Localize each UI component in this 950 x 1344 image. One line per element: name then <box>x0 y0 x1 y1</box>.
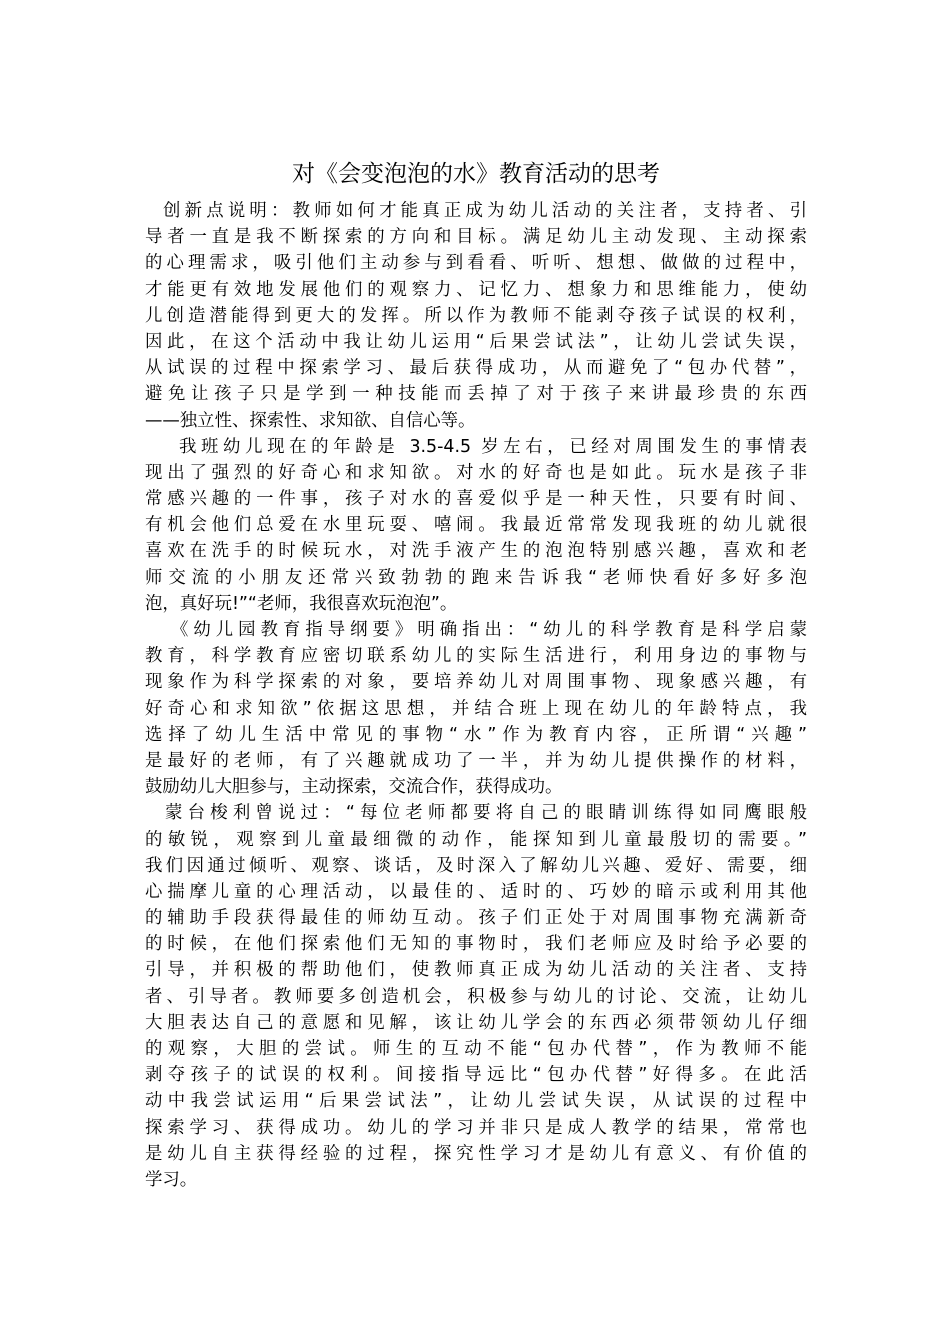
text-line: 避免让孩子只是学到一种技能而丢掉了对于孩子来讲最珍贵的东西 <box>145 384 807 405</box>
text-line: 导者一直是我不断探索的方向和目标。满足幼儿主动发现、主动探索 <box>145 227 807 248</box>
text-line: 喜欢在洗手的时候玩水，对洗手液产生的泡泡特别感兴趣，喜欢和老 <box>145 541 807 562</box>
text-line: 常感兴趣的一件事，孩子对水的喜爱似乎是一种天性，只要有时间、 <box>145 489 807 510</box>
text-line: 师交流的小朋友还常兴致勃勃的跑来告诉我“老师快看好多好多泡 <box>145 567 807 588</box>
text-line: 《幼儿园教育指导纲要》明确指出：“幼儿的科学教育是科学启蒙 <box>171 620 807 640</box>
text-line: 我班幼儿现在的年龄是 3.5-4.5 岁左右，已经对周围发生的事情表 <box>179 436 807 457</box>
text-line: 现出了强烈的好奇心和求知欲。对水的好奇也是如此。玩水是孩子非 <box>145 462 807 483</box>
text-line: 的时候，在他们探索他们无知的事物时，我们老师应及时给予必要的 <box>145 934 807 955</box>
paragraph-montessori <box>145 800 807 1193</box>
text-line: 因此，在这个活动中我让幼儿运用“后果尝试法”，让幼儿尝试失误， <box>145 331 807 352</box>
text-line: 大胆表达自己的意愿和见解，该让幼儿学会的东西必须带领幼儿仔细 <box>145 1012 807 1033</box>
paragraph-class-background <box>145 434 807 617</box>
text-line: ——独立性、探索性、求知欲、自信心等。 <box>145 410 476 431</box>
document-body <box>145 198 807 1193</box>
text-line: 我们因通过倾听、观察、谈话，及时深入了解幼儿兴趣、爱好、需要，细 <box>145 855 807 876</box>
text-line: 心揣摩儿童的心理活动，以最佳的、适时的、巧妙的暗示或利用其他 <box>145 881 807 902</box>
text-line: 者、引导者。教师要多创造机会，积极参与幼儿的讨论、交流，让幼儿 <box>145 986 807 1007</box>
text-line: 从试误的过程中探索学习、最后获得成功，从而避免了“包办代替”， <box>145 358 807 379</box>
text-line: 动中我尝试运用“后果尝试法”，让幼儿尝试失误，从试误的过程中 <box>145 1091 807 1112</box>
text-line: 儿创造潜能得到更大的发挥。所以作为教师不能剥夺孩子试误的权利， <box>145 305 807 326</box>
text-line: 是最好的老师，有了兴趣就成功了一半，并为幼儿提供操作的材料， <box>145 750 807 771</box>
paragraph-innovation-note <box>145 198 807 434</box>
text-line: 现象作为科学探索的对象，要培养幼儿对周围事物、现象感兴趣，有 <box>145 672 807 693</box>
text-line: 好奇心和求知欲”依据这思想，并结合班上现在幼儿的年龄特点，我 <box>145 698 807 719</box>
text-line: 泡，真好玩!”“老师，我很喜欢玩泡泡”。 <box>145 593 458 614</box>
text-line: 的心理需求，吸引他们主动参与到看看、听听、想想、做做的过程中， <box>145 253 807 274</box>
text-line: 创新点说明：教师如何才能真正成为幼儿活动的关注者，支持者、引 <box>163 201 807 221</box>
text-line: 剥夺孩子的试误的权利。间接指导远比“包办代替”好得多。在此活 <box>145 1065 807 1086</box>
text-line: 教育，科学教育应密切联系幼儿的实际生活进行，利用身边的事物与 <box>145 646 807 667</box>
text-line: 才能更有效地发展他们的观察力、记忆力、想象力和思维能力，使幼 <box>145 279 807 300</box>
text-line: 引导，并积极的帮助他们，使教师真正成为幼儿活动的关注者、支持 <box>145 960 807 981</box>
text-line: 鼓励幼儿大胆参与，主动探索，交流合作，获得成功。 <box>145 777 563 798</box>
text-line: 的辅助手段获得最佳的师幼互动。孩子们正处于对周围事物充满新奇 <box>145 908 807 929</box>
text-line: 选择了幼儿生活中常见的事物“水”作为教育内容，正所谓“兴趣” <box>145 724 807 745</box>
text-line: 探索学习、获得成功。幼儿的学习并非只是成人教学的结果，常常也 <box>145 1117 807 1138</box>
text-line: 学习。 <box>145 1169 198 1190</box>
text-line: 蒙台梭利曾说过：“每位老师都要将自己的眼睛训练得如同鹰眼般 <box>165 803 807 824</box>
text-line: 是幼儿自主获得经验的过程，探究性学习才是幼儿有意义、有价值的 <box>145 1143 807 1164</box>
text-line: 的观察，大胆的尝试。师生的互动不能“包办代替”，作为教师不能 <box>145 1039 807 1059</box>
document-title: 对《会变泡泡的水》教育活动的思考 <box>292 161 660 187</box>
text-line: 的敏锐，观察到儿童最细微的动作，能探知到儿童最殷切的需要。” <box>145 829 807 850</box>
text-line: 有机会他们总爱在水里玩耍、嘻闹。我最近常常发现我班的幼儿就很 <box>145 515 807 536</box>
paragraph-guideline <box>145 617 807 800</box>
